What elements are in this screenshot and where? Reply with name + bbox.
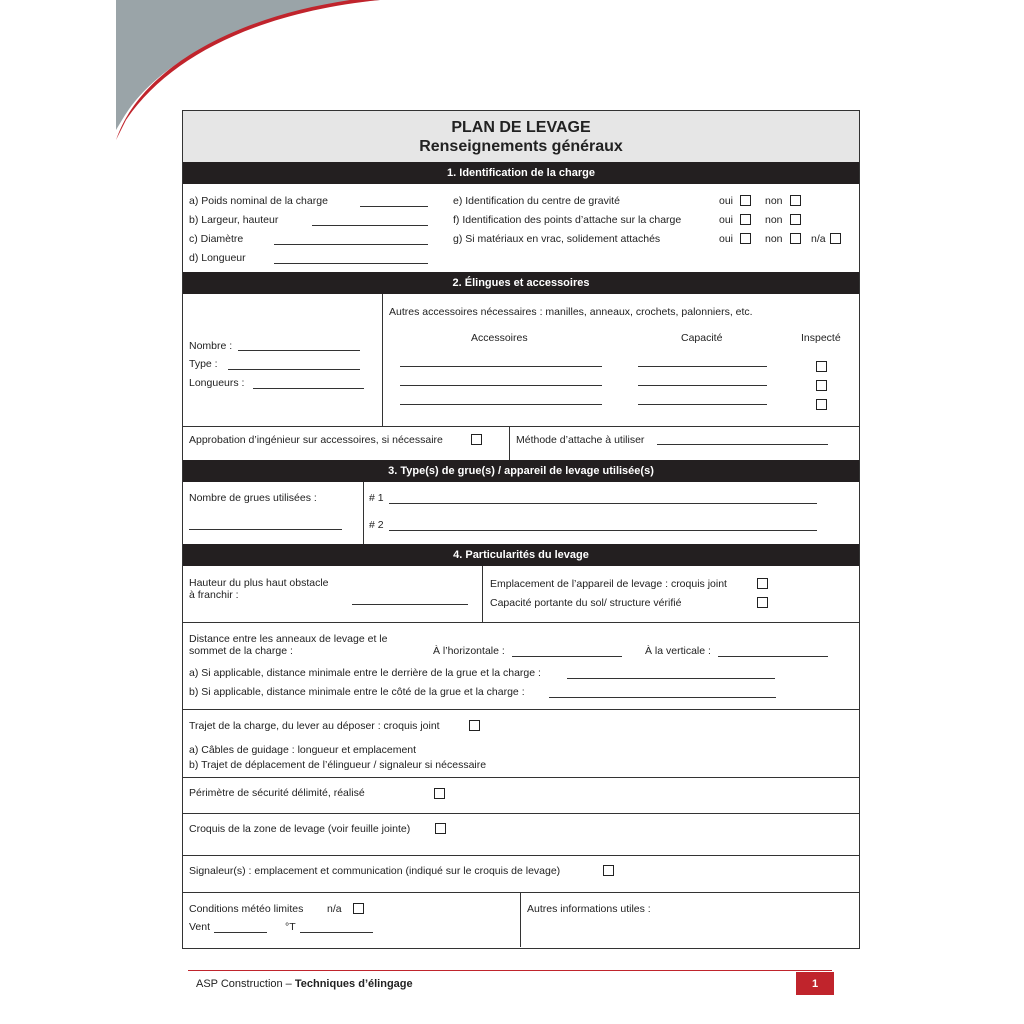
label-points-attache: f) Identification des points d’attache sur la charge bbox=[453, 214, 682, 226]
label-grue-1: # 1 bbox=[369, 492, 384, 504]
footer-text bbox=[196, 978, 413, 990]
field-poids[interactable] bbox=[360, 206, 428, 207]
section-2-header: 2. Élingues et accessoires bbox=[183, 272, 859, 294]
label-signaleurs: Signaleur(s) : emplacement et communication (indiqué sur le croquis de levage) bbox=[189, 865, 561, 877]
checkbox-inspecte-3[interactable] bbox=[816, 399, 827, 410]
page-title: PLAN DE LEVAGE bbox=[451, 119, 591, 136]
checkbox-e-oui[interactable] bbox=[740, 195, 751, 206]
section-4-header: 4. Particularités du levage bbox=[183, 544, 859, 566]
checkbox-f-oui[interactable] bbox=[740, 214, 751, 225]
divider bbox=[183, 426, 859, 427]
label-vrac: g) Si matériaux en vrac, solidement attachés bbox=[453, 233, 661, 245]
label-meteo-na: n/a bbox=[327, 903, 342, 915]
label-cables: a) Câbles de guidage : longueur et emplacement bbox=[189, 744, 417, 756]
label-non: non bbox=[765, 233, 783, 245]
title-block bbox=[183, 111, 859, 162]
label-distance-a: a) Si applicable, distance minimale entre le derrière de la grue et la charge : bbox=[189, 667, 541, 679]
field-capacite-2[interactable] bbox=[638, 385, 767, 386]
checkbox-inspecte-1[interactable] bbox=[816, 361, 827, 372]
checkbox-approbation[interactable] bbox=[471, 434, 482, 445]
field-capacite-3[interactable] bbox=[638, 404, 767, 405]
label-longueur: d) Longueur bbox=[189, 252, 246, 264]
label-capacite-sol: Capacité portante du sol/ structure vérifié bbox=[490, 597, 682, 609]
divider bbox=[183, 709, 859, 710]
field-diametre[interactable] bbox=[274, 244, 428, 245]
label-temperature: °T bbox=[285, 921, 296, 933]
label-oui: oui bbox=[719, 195, 734, 207]
field-grue-1[interactable] bbox=[389, 503, 817, 504]
label-largeur: b) Largeur, hauteur bbox=[189, 214, 279, 226]
label-autres-accessoires: Autres accessoires nécessaires : manilles, anneaux, crochets, palonniers, etc. bbox=[389, 306, 753, 318]
label-non: non bbox=[765, 195, 783, 207]
field-longueur[interactable] bbox=[274, 263, 428, 264]
section-3-header: 3. Type(s) de grue(s) / appareil de levage utilisée(s) bbox=[183, 460, 859, 482]
label-distance: Distance entre les anneaux de levage et le bbox=[189, 633, 388, 645]
checkbox-inspecte-2[interactable] bbox=[816, 380, 827, 391]
page-number: 1 bbox=[811, 977, 819, 990]
field-longueurs[interactable] bbox=[253, 388, 364, 389]
checkbox-meteo-na[interactable] bbox=[353, 903, 364, 914]
page-subtitle: Renseignements généraux bbox=[419, 138, 623, 155]
field-vent[interactable] bbox=[214, 932, 267, 933]
field-type[interactable] bbox=[228, 369, 360, 370]
col-accessoires: Accessoires bbox=[471, 332, 528, 344]
checkbox-trajet[interactable] bbox=[469, 720, 480, 731]
checkbox-perimetre[interactable] bbox=[434, 788, 445, 799]
divider bbox=[382, 294, 383, 426]
page-number-badge bbox=[796, 972, 834, 995]
checkbox-g-oui[interactable] bbox=[740, 233, 751, 244]
label-approbation: Approbation d’ingénieur sur accessoires, si nécessaire bbox=[189, 434, 443, 446]
field-verticale[interactable] bbox=[718, 656, 828, 657]
checkbox-g-non[interactable] bbox=[790, 233, 801, 244]
divider bbox=[183, 777, 859, 778]
field-largeur[interactable] bbox=[312, 225, 428, 226]
col-inspecte: Inspecté bbox=[801, 332, 841, 344]
label-longueurs: Longueurs : bbox=[189, 377, 245, 389]
label-perimetre: Périmètre de sécurité délimité, réalisé bbox=[189, 787, 365, 799]
field-grue-2[interactable] bbox=[389, 530, 817, 531]
field-accessoire-2[interactable] bbox=[400, 385, 602, 386]
label-emplacement: Emplacement de l’appareil de levage : croquis joint bbox=[490, 578, 727, 590]
label-grue-2: # 2 bbox=[369, 519, 384, 531]
label-verticale: À la verticale : bbox=[645, 645, 711, 657]
label-croquis: Croquis de la zone de levage (voir feuille jointe) bbox=[189, 823, 411, 835]
label-na: n/a bbox=[811, 233, 826, 245]
label-poids: a) Poids nominal de la charge bbox=[189, 195, 328, 207]
checkbox-e-non[interactable] bbox=[790, 195, 801, 206]
label-nombre-grues: Nombre de grues utilisées : bbox=[189, 492, 317, 504]
label-hauteur: Hauteur du plus haut obstacle bbox=[189, 577, 329, 589]
field-methode[interactable] bbox=[657, 444, 828, 445]
label-centre-gravite: e) Identification du centre de gravité bbox=[453, 195, 620, 207]
checkbox-croquis[interactable] bbox=[435, 823, 446, 834]
field-horizontale[interactable] bbox=[512, 656, 622, 657]
divider bbox=[363, 482, 364, 544]
field-capacite-1[interactable] bbox=[638, 366, 767, 367]
field-temperature[interactable] bbox=[300, 932, 373, 933]
label-diametre: c) Diamètre bbox=[189, 233, 244, 245]
label-methode: Méthode d’attache à utiliser bbox=[516, 434, 645, 446]
divider bbox=[482, 566, 483, 622]
label-autres-infos: Autres informations utiles : bbox=[527, 903, 651, 915]
label-trajet: Trajet de la charge, du lever au déposer : croquis joint bbox=[189, 720, 440, 732]
footer-org: ASP Construction – bbox=[196, 978, 295, 990]
checkbox-emplacement[interactable] bbox=[757, 578, 768, 589]
col-capacite: Capacité bbox=[681, 332, 723, 344]
field-accessoire-1[interactable] bbox=[400, 366, 602, 367]
label-type: Type : bbox=[189, 358, 218, 370]
footer-bold: Techniques d’élingage bbox=[294, 978, 413, 990]
label-meteo: Conditions météo limites bbox=[189, 903, 304, 915]
section-1-header: 1. Identification de la charge bbox=[183, 162, 859, 184]
divider bbox=[183, 855, 859, 856]
divider bbox=[509, 426, 510, 460]
divider bbox=[183, 813, 859, 814]
field-nombre-grues[interactable] bbox=[189, 529, 342, 530]
label-hauteur-2: à franchir : bbox=[189, 589, 239, 601]
label-trajet-elingueur: b) Trajet de déplacement de l’élingueur / signaleur si nécessaire bbox=[189, 759, 487, 771]
label-distance-b: b) Si applicable, distance minimale entre le côté de la grue et la charge : bbox=[189, 686, 525, 698]
field-distance-a[interactable] bbox=[567, 678, 775, 679]
label-horizontale: À l’horizontale : bbox=[433, 645, 505, 657]
label-nombre: Nombre : bbox=[189, 340, 233, 352]
checkbox-g-na[interactable] bbox=[830, 233, 841, 244]
footer-rule bbox=[188, 970, 832, 971]
divider bbox=[520, 892, 521, 947]
divider bbox=[183, 892, 859, 893]
divider bbox=[183, 622, 859, 623]
checkbox-f-non[interactable] bbox=[790, 214, 801, 225]
label-distance-2: sommet de la charge : bbox=[189, 645, 293, 657]
label-oui: oui bbox=[719, 233, 734, 245]
checkbox-signaleurs[interactable] bbox=[603, 865, 614, 876]
field-accessoire-3[interactable] bbox=[400, 404, 602, 405]
checkbox-capacite-sol[interactable] bbox=[757, 597, 768, 608]
field-nombre[interactable] bbox=[238, 350, 360, 351]
label-vent: Vent bbox=[189, 921, 211, 933]
field-hauteur[interactable] bbox=[352, 604, 468, 605]
field-distance-b[interactable] bbox=[549, 697, 776, 698]
label-oui: oui bbox=[719, 214, 734, 226]
label-non: non bbox=[765, 214, 783, 226]
